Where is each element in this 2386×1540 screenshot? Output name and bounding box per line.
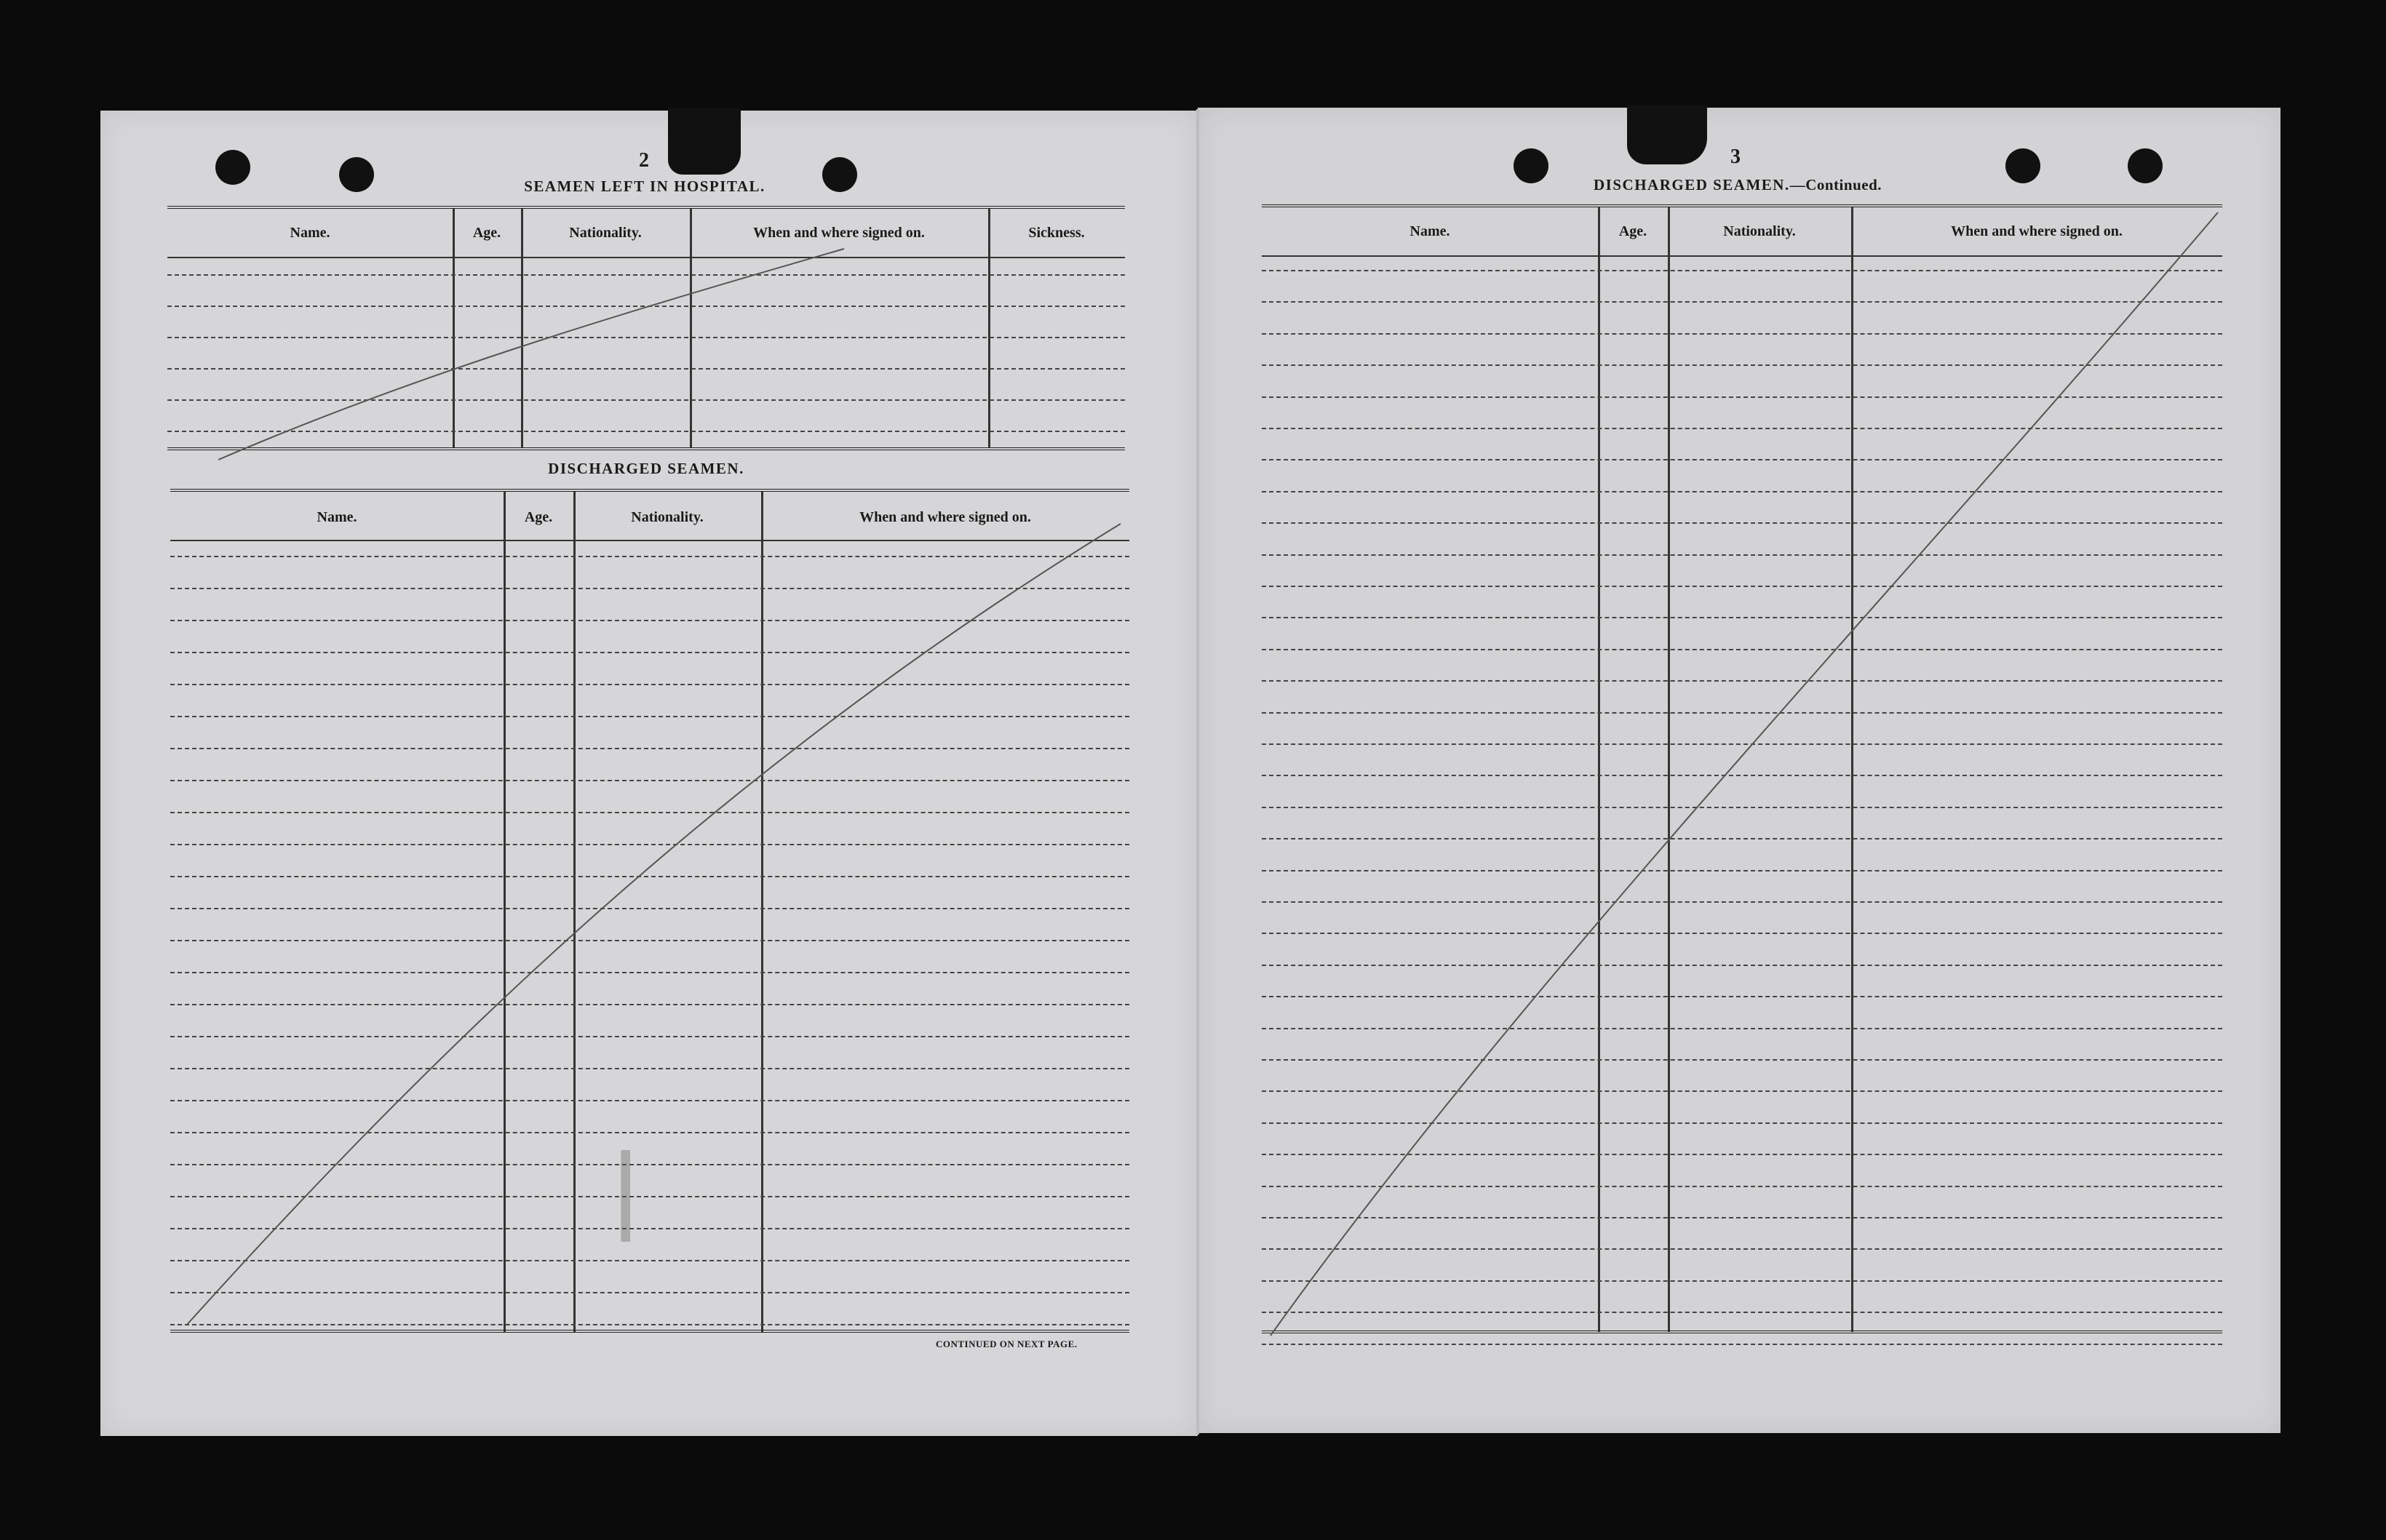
table-row (170, 716, 1129, 717)
table-row (1262, 712, 2222, 714)
title-text: DISCHARGED SEAMEN. (1594, 176, 1790, 194)
continued-footer: CONTINUED ON NEXT PAGE. (936, 1338, 1078, 1349)
table-row (170, 972, 1129, 973)
table-row (1262, 1122, 2222, 1124)
table-row (170, 812, 1129, 813)
table-row (1262, 1059, 2222, 1061)
column-header-age: Age. (472, 225, 501, 241)
table-row (1262, 775, 2222, 776)
punch-hole (215, 150, 250, 185)
column-divider (1851, 207, 1853, 1332)
torn-binding (668, 108, 741, 175)
table-row (1262, 1090, 2222, 1092)
punch-hole (339, 157, 374, 192)
table-row (1262, 965, 2222, 966)
table-row (1262, 1312, 2222, 1313)
table-row (1262, 838, 2222, 839)
table-row (1262, 459, 2222, 460)
column-header-name: Name. (317, 509, 357, 525)
column-header-age: Age. (1618, 223, 1647, 239)
table-row (170, 1196, 1129, 1197)
table-row (1262, 1217, 2222, 1218)
table-row (1262, 617, 2222, 618)
table-row (170, 588, 1129, 589)
table-row (170, 844, 1129, 845)
table-row (1262, 333, 2222, 335)
column-divider (521, 209, 523, 447)
column-divider (761, 492, 763, 1333)
table-row (170, 1036, 1129, 1037)
table-row (170, 1132, 1129, 1133)
table-row (167, 431, 1125, 432)
table-row (170, 780, 1129, 781)
hospital-section-title: SEAMEN LEFT IN HOSPITAL. (524, 177, 765, 195)
table-row (1262, 1154, 2222, 1155)
table-row (1262, 649, 2222, 650)
column-divider (690, 209, 692, 447)
faint-stamp-mark: ▬▬▬ (604, 1150, 637, 1242)
table-row (170, 876, 1129, 877)
column-header-age: Age. (524, 509, 553, 525)
table-row (1262, 743, 2222, 745)
table-row (1262, 1186, 2222, 1187)
column-header-name: Name. (1409, 223, 1450, 239)
table-row (167, 337, 1125, 338)
column-divider (988, 209, 990, 447)
table-row (1262, 1280, 2222, 1282)
table-row (167, 274, 1125, 276)
table-row (1262, 996, 2222, 997)
table-row (1262, 901, 2222, 903)
hospital-table (167, 206, 1125, 450)
table-row (1262, 870, 2222, 871)
column-divider (1598, 207, 1600, 1332)
discharged-table (170, 489, 1129, 1337)
punch-hole (2005, 148, 2040, 183)
table-row (1262, 1028, 2222, 1029)
column-header-sickness: Sickness. (1028, 225, 1085, 241)
table-row (1262, 554, 2222, 556)
table-row (170, 556, 1129, 557)
table-row (170, 684, 1129, 685)
column-header-signed-on: When and where signed on. (1951, 223, 2123, 239)
table-bottom-rule (1262, 1330, 2222, 1333)
table-row (1262, 301, 2222, 303)
discharged-section-title: DISCHARGED SEAMEN. (548, 460, 744, 477)
table-row (1262, 270, 2222, 271)
discharged-continued-title (1594, 176, 1882, 194)
column-header-nationality: Nationality. (1723, 223, 1796, 239)
column-header-signed-on: When and where signed on. (859, 509, 1031, 525)
column-header-nationality: Nationality. (631, 509, 704, 525)
table-row (170, 908, 1129, 909)
table-row (1262, 1344, 2222, 1345)
column-divider (504, 492, 506, 1333)
punch-hole (1514, 148, 1548, 183)
table-row (1262, 680, 2222, 682)
table-row (1262, 522, 2222, 524)
page-fold (1196, 109, 1199, 1435)
table-row (167, 368, 1125, 370)
discharged-continued-table (1262, 204, 2222, 1336)
table-row (167, 399, 1125, 401)
punch-hole (822, 157, 857, 192)
table-row (170, 1068, 1129, 1069)
torn-binding (1627, 105, 1707, 164)
table-row (170, 748, 1129, 749)
table-row (170, 652, 1129, 653)
table-row (1262, 491, 2222, 492)
table-row (1262, 807, 2222, 808)
table-bottom-rule (170, 1330, 1129, 1333)
table-row (170, 1164, 1129, 1165)
table-row (170, 1324, 1129, 1325)
punch-hole (2128, 148, 2163, 183)
table-row (170, 1100, 1129, 1101)
page-number: 2 (639, 149, 649, 172)
column-header-nationality: Nationality. (569, 225, 642, 241)
column-header-name: Name. (290, 225, 330, 241)
column-header-signed-on: When and where signed on. (753, 225, 925, 241)
table-row (1262, 428, 2222, 429)
table-row (170, 940, 1129, 941)
table-row (1262, 364, 2222, 366)
column-divider (573, 492, 576, 1333)
table-row (170, 1260, 1129, 1261)
table-row (170, 1228, 1129, 1229)
table-row (1262, 586, 2222, 587)
column-divider (453, 209, 455, 447)
column-divider (1668, 207, 1670, 1332)
table-row (167, 306, 1125, 307)
table-row (1262, 933, 2222, 934)
table-row (170, 620, 1129, 621)
table-row (170, 1292, 1129, 1293)
table-row (1262, 396, 2222, 398)
table-bottom-rule (167, 447, 1125, 450)
page-number: 3 (1730, 145, 1741, 168)
table-row (170, 1004, 1129, 1005)
table-row (1262, 1248, 2222, 1250)
title-suffix: —Continued. (1789, 176, 1882, 194)
